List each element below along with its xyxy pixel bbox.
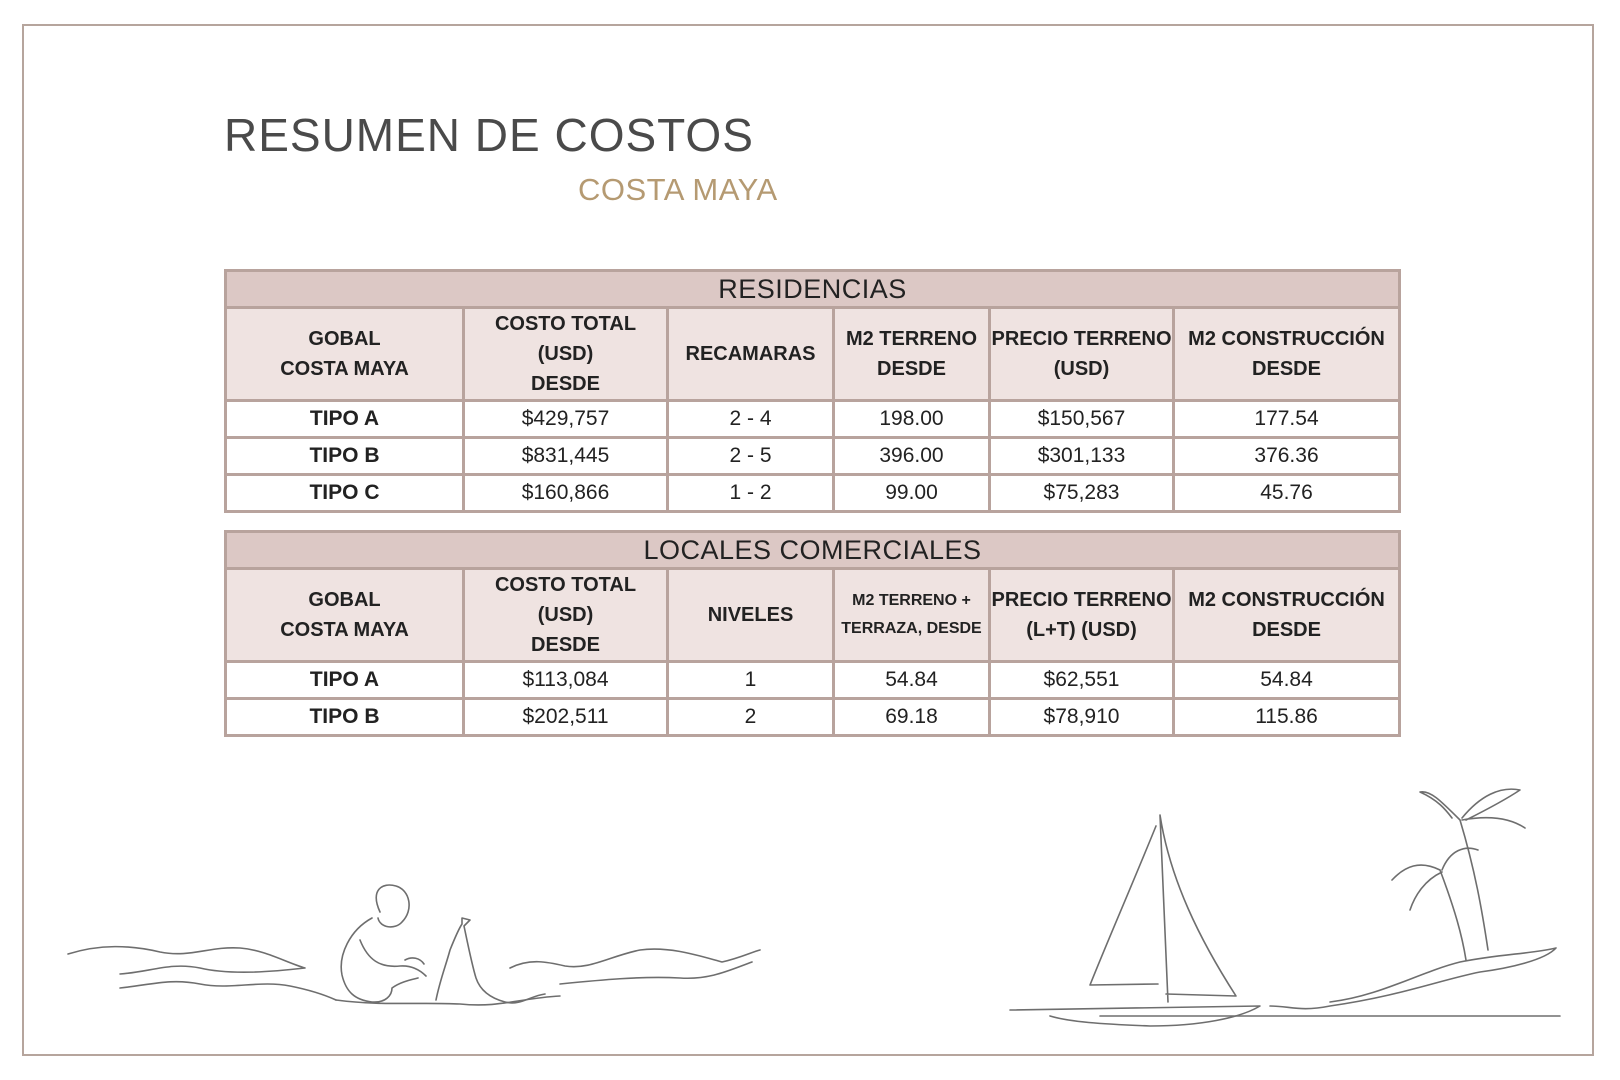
- table-cell: $160,866: [464, 475, 668, 512]
- table-cell: 2 - 4: [668, 401, 834, 438]
- column-header: M2 CONSTRUCCIÓN DESDE: [1174, 569, 1400, 662]
- column-header: GOBAL COSTA MAYA: [226, 569, 464, 662]
- table-cell: 376.36: [1174, 438, 1400, 475]
- palm-trees-icon: [1392, 789, 1525, 960]
- column-header: RECAMARAS: [668, 308, 834, 401]
- child-figure-icon: [341, 885, 426, 1002]
- row-label: TIPO B: [226, 699, 464, 736]
- column-header: PRECIO TERRENO (USD): [990, 308, 1174, 401]
- column-header: GOBAL COSTA MAYA: [226, 308, 464, 401]
- table-cell: 99.00: [834, 475, 990, 512]
- table-cell: 54.84: [1174, 662, 1400, 699]
- page-title: RESUMEN DE COSTOS: [224, 109, 754, 161]
- wave-right-icon: [510, 949, 760, 968]
- column-header: PRECIO TERRENO (L+T) (USD): [990, 569, 1174, 662]
- column-header: M2 TERRENO + TERRAZA, DESDE: [834, 569, 990, 662]
- residencias-band-title: RESIDENCIAS: [226, 271, 1400, 308]
- row-label: TIPO A: [226, 662, 464, 699]
- table-cell: 115.86: [1174, 699, 1400, 736]
- table-cell: 69.18: [834, 699, 990, 736]
- sailboat-icon: [1010, 815, 1260, 1026]
- locales-band-title: LOCALES COMERCIALES: [226, 532, 1400, 569]
- column-header: M2 CONSTRUCCIÓN DESDE: [1174, 308, 1400, 401]
- table-cell: $78,910: [990, 699, 1174, 736]
- table-cell: $301,133: [990, 438, 1174, 475]
- table-cell: 396.00: [834, 438, 990, 475]
- table-cell: 1: [668, 662, 834, 699]
- wave-left-lower-icon: [120, 982, 336, 1000]
- table-cell: $150,567: [990, 401, 1174, 438]
- table-cell: $113,084: [464, 662, 668, 699]
- row-label: TIPO C: [226, 475, 464, 512]
- table-cell: $831,445: [464, 438, 668, 475]
- table-cell: $429,757: [464, 401, 668, 438]
- table-cell: 2 - 5: [668, 438, 834, 475]
- sandcastle-icon: [436, 918, 545, 1003]
- table-cell: 198.00: [834, 401, 990, 438]
- island-icon: [1100, 948, 1560, 1016]
- column-header: NIVELES: [668, 569, 834, 662]
- column-header: COSTO TOTAL (USD) DESDE: [464, 569, 668, 662]
- table-cell: 177.54: [1174, 401, 1400, 438]
- table-cell: $62,551: [990, 662, 1174, 699]
- column-header: COSTO TOTAL (USD) DESDE: [464, 308, 668, 401]
- page-subtitle: COSTA MAYA: [578, 172, 778, 207]
- table-cell: 1 - 2: [668, 475, 834, 512]
- table-cell: $75,283: [990, 475, 1174, 512]
- column-header: M2 TERRENO DESDE: [834, 308, 990, 401]
- wave-left-icon: [68, 947, 305, 974]
- row-label: TIPO A: [226, 401, 464, 438]
- table-cell: 45.76: [1174, 475, 1400, 512]
- table-cell: 54.84: [834, 662, 990, 699]
- table-cell: $202,511: [464, 699, 668, 736]
- row-label: TIPO B: [226, 438, 464, 475]
- table-cell: 2: [668, 699, 834, 736]
